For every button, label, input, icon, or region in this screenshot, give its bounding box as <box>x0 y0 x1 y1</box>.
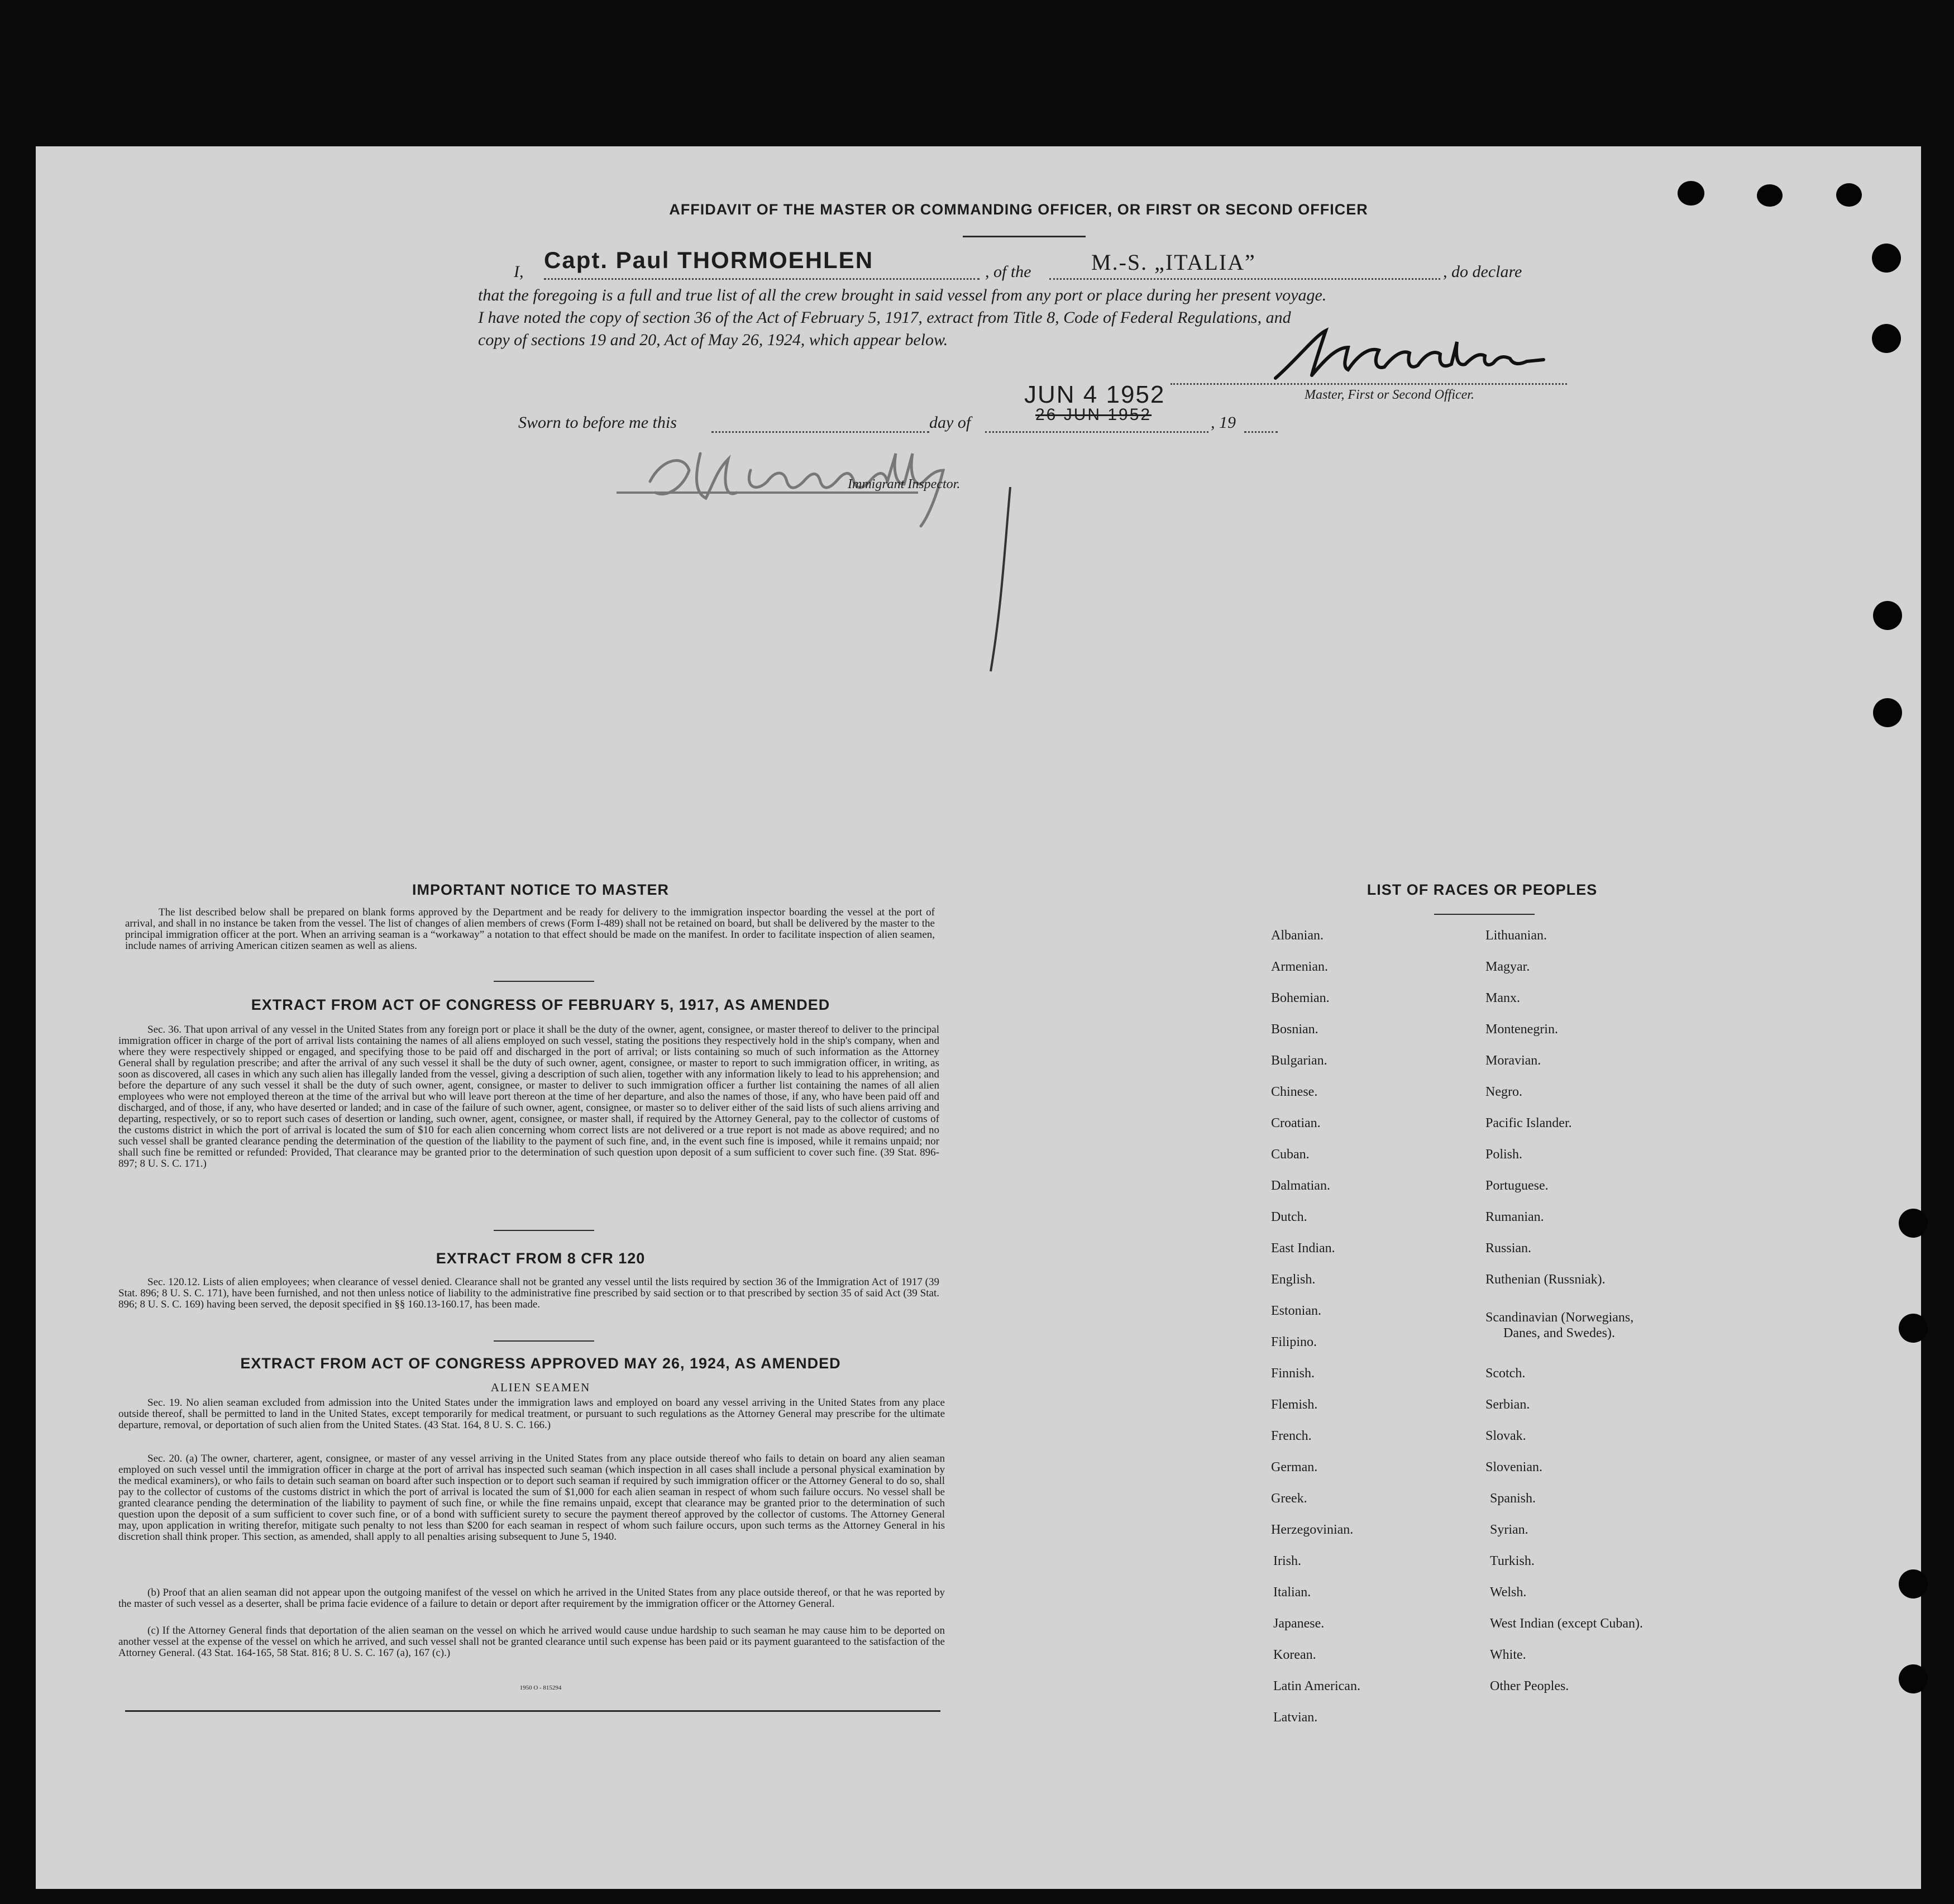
punch-hole <box>1899 1314 1928 1343</box>
divider <box>963 236 1086 237</box>
affidavit-line-2: that the foregoing is a full and true list of all the crew brought in said vessel from any port or place during her present voyage. <box>478 286 1327 304</box>
race-item: White. <box>1490 1648 1526 1662</box>
race-item: Italian. <box>1273 1585 1311 1600</box>
day-of-text: day of <box>929 413 971 432</box>
affidavit-line-3: I have noted the copy of section 36 of the Act of February 5, 1917, extract from Title 8, Code of Federal Regulations, and <box>478 308 1291 327</box>
race-item: Estonian. <box>1271 1304 1321 1318</box>
race-item: Japanese. <box>1273 1616 1325 1631</box>
race-item: Flemish. <box>1271 1397 1318 1412</box>
punch-hole <box>1757 184 1783 207</box>
race-item: Lithuanian. <box>1485 928 1547 943</box>
punch-hole <box>1873 698 1902 727</box>
divider <box>494 1230 594 1231</box>
race-item: Slovenian. <box>1485 1460 1542 1474</box>
race-item: English. <box>1271 1272 1316 1287</box>
master-caption: Master, First or Second Officer. <box>1305 388 1474 402</box>
race-item: Manx. <box>1485 991 1520 1005</box>
master-signature <box>1264 325 1577 386</box>
vessel-line <box>1049 278 1440 280</box>
race-item: Cuban. <box>1271 1147 1310 1162</box>
race-item: Spanish. <box>1490 1491 1536 1506</box>
race-item: Serbian. <box>1485 1397 1530 1412</box>
extract-1917-body: Sec. 36. That upon arrival of any vessel in the United States from any foreign port or place it shall be the duty of the owner, agent, consignee, or master thereof to deliver to the principal immigration officer in charge of the port of arrival lists containing the names of all aliens employed on such vessel, stating the positions they respectively hold in the ship's company, when and where they were respectively shipped or engaged, and specifying those to be paid off and discharged in the port of arrival; or lists containing so much of such information as the Attorney General shall by regulation prescribe; and after the arrival of any such vessel it shall be the duty of such owner, agent, consignee, or master to report to such immigration officer, in writing, as soon as discovered, all cases in which any such alien has illegally landed from the vessel, giving a description of such alien, together with any information likely to lead to his apprehension; and before the departure of any such vessel it shall be the duty of such owner, agent, consignee, or master to deliver to such immigration officer a further list containing the names of all alien employees who were not employed thereon at the time of the arrival but who will leave port thereon at the time of her departure, and also the names of those, if any, who have been paid off and discharged, and of those, if any, who have deserted or landed; and in case of the failure of such owner, agent, consignee, or master so to deliver either of the said lists of such aliens arriving and departing, respectively, or so to report such cases of desertion or landing, such owner, agent, consignee, or master shall, if required by the Attorney General, pay to the collector of customs of the customs district in which the port of arrival is located the sum of $10 for each alien concerning whom correct lists are not delivered or a true report is not made as above required; and no such vessel shall be granted clearance pending the determination of the question of the liability to the payment of such fine, and, in the event such fine is imposed, while it remains unpaid; nor shall such fine be remitted or refunded: Provided, That clearance may be granted prior to the determination of such question upon deposit of a sum sufficient to cover such fine. (39 Stat. 896-897; 8 U. S. C. 171.) <box>118 1024 939 1170</box>
race-item: Russian. <box>1485 1241 1532 1256</box>
punch-hole <box>1836 183 1862 207</box>
do-declare-text: , do declare <box>1443 263 1522 281</box>
date-stamp-top: JUN 4 1952 <box>1024 381 1165 408</box>
print-code: 1950 O - 815294 <box>519 1685 562 1691</box>
affidavit-title: AFFIDAVIT OF THE MASTER OR COMMANDING OFFICER, OR FIRST OR SECOND OFFICER <box>669 201 1368 218</box>
race-item: Albanian. <box>1271 928 1324 943</box>
inspector-signature <box>617 437 1041 727</box>
race-item: Slovak. <box>1485 1429 1526 1443</box>
race-item: Pacific Islander. <box>1485 1116 1572 1130</box>
punch-hole <box>1873 601 1902 630</box>
alien-seamen-subtitle: ALIEN SEAMEN <box>490 1381 591 1394</box>
race-item: Armenian. <box>1271 960 1328 974</box>
race-item: Ruthenian (Russniak). <box>1485 1272 1606 1287</box>
punch-hole <box>1678 181 1704 206</box>
race-item: Bohemian. <box>1271 991 1330 1005</box>
divider <box>494 981 594 982</box>
race-item: Bosnian. <box>1271 1022 1318 1037</box>
race-item: French. <box>1271 1429 1312 1443</box>
sworn-month-line <box>985 431 1208 433</box>
punch-hole <box>1899 1569 1928 1598</box>
race-item: Korean. <box>1273 1648 1316 1662</box>
sec-19-body: Sec. 19. No alien seaman excluded from admission into the United States under the immigration laws and employed on board any vessel arriving in the United States from any place outside thereof, shall be permitted to land in the United States, except temporarily for medical treatment, or pursuant to such regulations as the Attorney General may prescribe for the ultimate departure, removal, or deportation of such alien from the United States. (43 Stat. 164, 8 U. S. C. 166.) <box>118 1397 945 1431</box>
notice-body: The list described below shall be prepared on blank forms approved by the Department and be ready for delivery to the immigration inspector boarding the vessel at the port of arrival, and shall in no instance be taken from the vessel. The list of changes of alien members of crews (Form I-489) shall not be retained on board, but shall be delivered by the master to the principal immigration officer at the port. When an arriving seaman is a “workaway” a notation to that effect should be made on the manifest. In order to facilitate inspection of alien seamen, include names of arriving American citizen seamen as well as aliens. <box>125 906 935 952</box>
race-item: Moravian. <box>1485 1053 1541 1068</box>
affidavit-pronoun: I, <box>514 263 524 281</box>
divider <box>494 1340 594 1342</box>
race-item: Latvian. <box>1273 1710 1318 1725</box>
race-item: Bulgarian. <box>1271 1053 1327 1068</box>
name-line <box>544 278 980 280</box>
affidavit-line-4: copy of sections 19 and 20, Act of May 26, 1924, which appear below. <box>478 331 948 349</box>
race-item: Croatian. <box>1271 1116 1321 1130</box>
race-item: Irish. <box>1273 1554 1301 1568</box>
race-item: Portuguese. <box>1485 1178 1549 1193</box>
race-item: West Indian (except Cuban). <box>1490 1616 1643 1631</box>
race-item: Negro. <box>1485 1085 1522 1099</box>
race-item: Filipino. <box>1271 1335 1317 1349</box>
date-stamp-bottom: 26 JUN 1952 <box>1035 405 1152 424</box>
race-item: Turkish. <box>1490 1554 1535 1568</box>
races-title: LIST OF RACES OR PEOPLES <box>1367 881 1598 898</box>
extract-1917-title: EXTRACT FROM ACT OF CONGRESS OF FEBRUARY 5, 1917, AS AMENDED <box>251 996 830 1013</box>
bottom-rule <box>125 1710 940 1712</box>
race-item: German. <box>1271 1460 1318 1474</box>
race-item: Rumanian. <box>1485 1210 1544 1224</box>
race-item: Scandinavian (Norwegians, <box>1485 1310 1634 1325</box>
race-item: Syrian. <box>1490 1523 1528 1537</box>
race-item: Danes, and Swedes). <box>1503 1326 1615 1340</box>
sworn-day-line <box>711 431 929 433</box>
race-item: Polish. <box>1485 1147 1523 1162</box>
vessel-name: M.-S. „ITALIA” <box>1091 250 1256 275</box>
race-item: Montenegrin. <box>1485 1022 1558 1037</box>
sec-20b-body: (b) Proof that an alien seaman did not appear upon the outgoing manifest of the vessel on which he arrived in the United States from any place outside thereof, or that he was reported by the master of such vessel as a deserter, shall be prima facie evidence of a failure to detain or deport after requirement by the immigration officer or the Attorney General. <box>118 1587 945 1610</box>
extract-cfr-body: Sec. 120.12. Lists of alien employees; when clearance of vessel denied. Clearance shall not be granted any vessel until the lists required by section 36 of the Immigration Act of 1917 (39 Stat. 896; 8 U. S. C. 171), have been furnished, and not then unless notice of liability to the administrative fine prescribed by said section or to that prescribed by section 35 of said Act (39 Stat. 896; 8 U. S. C. 169) having been served, the deposit specified in §§ 160.13-160.17, has been made. <box>118 1276 939 1310</box>
race-item: Greek. <box>1271 1491 1307 1506</box>
punch-hole <box>1872 324 1901 353</box>
notice-title: IMPORTANT NOTICE TO MASTER <box>412 881 669 898</box>
sec-20a-body: Sec. 20. (a) The owner, charterer, agent, consignee, or master of any vessel arriving in the United States from any place outside thereof who fails to detain on board any alien seaman employed on such vessel until the immigration officer in charge at the port of arrival has inspected such seaman (which inspection in all cases shall include a personal physical examination by the medical examiners), or who fails to detain such seaman on board after such inspection or to deport such seaman if required by such immigration officer or the Attorney General to do so, shall pay to the collector of customs of the customs district in which the port of arrival is located the sum of $1,000 for each alien seaman in respect of whom such failure occurs. No vessel shall be granted clearance pending the determination of the liability to payment of such fine, or while the fine remains unpaid, except that clearance may be granted prior to the determination of such question upon the deposit of a sum sufficient to cover such fine, or of a bond with sufficient surety to secure the payment thereof approved by the collector of customs. The Attorney General may, upon application in writing therefor, mitigate such penalty to not less than $200 for each seaman in respect of whom such failure occurs, upon such terms as the Attorney General in his discretion shall think proper. This section, as amended, shall apply to all penalties arising subsequent to June 5, 1940. <box>118 1453 945 1543</box>
of-the-text: , of the <box>985 263 1031 281</box>
extract-1924-title: EXTRACT FROM ACT OF CONGRESS APPROVED MAY 26, 1924, AS AMENDED <box>240 1355 841 1372</box>
race-item: Other Peoples. <box>1490 1679 1569 1693</box>
race-item: Chinese. <box>1271 1085 1318 1099</box>
year-line <box>1244 431 1278 433</box>
race-item: Welsh. <box>1490 1585 1527 1600</box>
punch-hole <box>1872 244 1901 273</box>
race-item: Latin American. <box>1273 1679 1360 1693</box>
sworn-text: Sworn to before me this <box>518 413 677 432</box>
master-signature-line <box>1171 383 1567 385</box>
race-item: Dutch. <box>1271 1210 1307 1224</box>
race-item: Dalmatian. <box>1271 1178 1330 1193</box>
document-sheet <box>36 146 1921 1889</box>
race-item: East Indian. <box>1271 1241 1335 1256</box>
race-item: Herzegovinian. <box>1271 1523 1354 1537</box>
year-text: , 19 <box>1211 413 1236 432</box>
race-item: Scotch. <box>1485 1366 1526 1381</box>
punch-hole <box>1899 1209 1928 1238</box>
race-item: Finnish. <box>1271 1366 1315 1381</box>
divider <box>1434 914 1535 915</box>
master-name: Capt. Paul THORMOEHLEN <box>544 247 874 273</box>
inspector-caption: Immigrant Inspector. <box>848 477 961 491</box>
sec-20c-body: (c) If the Attorney General finds that deportation of the alien seaman on the vessel on which he arrived would cause undue hardship to such seaman he may cause him to be deported on another vessel at the expense of the vessel on which he arrived, and such vessel shall not be granted clearance until such expense has been paid or its payment guaranteed to the satisfaction of the Attorney General. (43 Stat. 164-165, 58 Stat. 816; 8 U. S. C. 167 (a), 167 (c).) <box>118 1625 945 1659</box>
race-item: Magyar. <box>1485 960 1530 974</box>
extract-cfr-title: EXTRACT FROM 8 CFR 120 <box>436 1250 646 1267</box>
punch-hole <box>1899 1664 1928 1693</box>
